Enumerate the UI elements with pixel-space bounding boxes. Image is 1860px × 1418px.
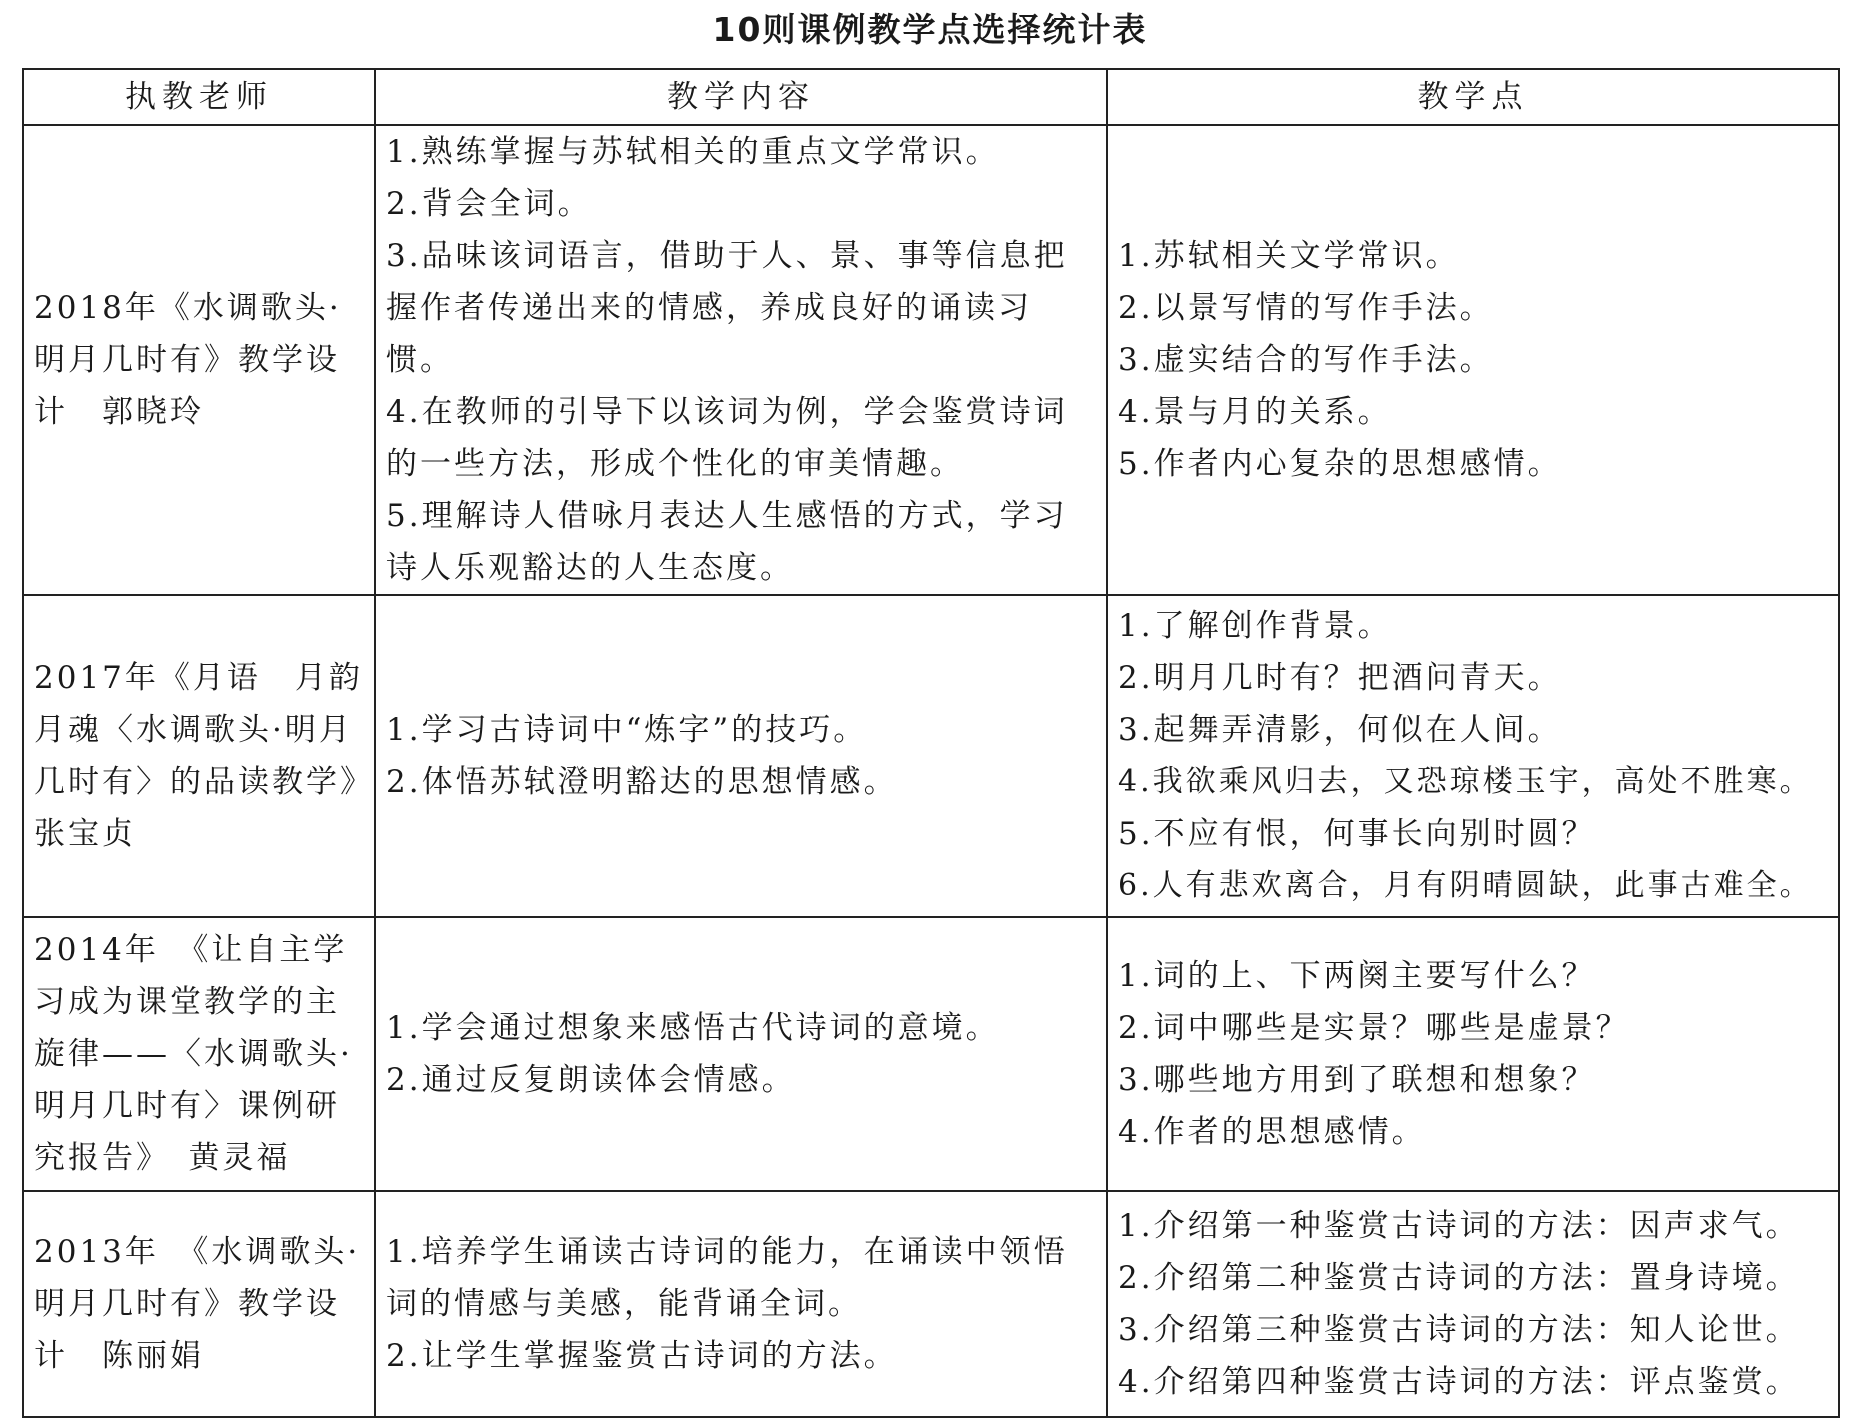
teacher-cell [23, 917, 375, 1191]
point-item: 3.虚实结合的写作手法。 [1118, 342, 1494, 378]
point-item: 4.作者的思想感情。 [1118, 1114, 1426, 1150]
header-row [23, 69, 1839, 125]
point-item: 2.以景写情的写作手法。 [1118, 290, 1494, 326]
point-item: 4.介绍第四种鉴赏古诗词的方法：评点鉴赏。 [1118, 1364, 1800, 1400]
content-cell [375, 1191, 1107, 1417]
teacher-text: 2017年《月语 月韵 月魂〈水调歌头·明月几时有〉的品读教学》 张宝贞 [34, 660, 397, 852]
content-item: 2.体悟苏轼澄明豁达的思想情感。 [386, 764, 898, 800]
table-row [23, 917, 1839, 1191]
header-points: 教学点 [1107, 69, 1839, 125]
statistics-table [22, 68, 1840, 1418]
content-cell [375, 595, 1107, 917]
content-cell [375, 125, 1107, 595]
point-item: 3.哪些地方用到了联想和想象？ [1118, 1062, 1596, 1098]
teacher-text: 2014年 《让自主学习成为课堂教学的主旋律——〈水调歌头·明月几时有〉课例研究报告》 黄灵福 [34, 932, 353, 1176]
point-item: 5.不应有恨，何事长向别时圆？ [1118, 816, 1596, 852]
content-cell [375, 917, 1107, 1191]
teacher-cell [23, 595, 397, 917]
content-item: 2.通过反复朗读体会情感。 [386, 1062, 796, 1098]
point-item: 3.起舞弄清影，何似在人间。 [1118, 712, 1562, 748]
point-item: 2.介绍第二种鉴赏古诗词的方法：置身诗境。 [1118, 1260, 1800, 1296]
teacher-cell [23, 125, 375, 595]
point-item: 1.词的上、下两阕主要写什么？ [1118, 958, 1596, 994]
content-item: 2.背会全词。 [386, 186, 592, 222]
point-item: 2.明月几时有？把酒问青天。 [1118, 660, 1562, 696]
content-item: 5.理解诗人借咏月表达人生感悟的方式，学习诗人乐观豁达的人生态度。 [386, 498, 1068, 586]
point-item: 3.介绍第三种鉴赏古诗词的方法：知人论世。 [1118, 1312, 1800, 1348]
points-cell [1107, 595, 1839, 917]
points-cell [1107, 917, 1839, 1191]
teacher-cell [23, 1191, 375, 1417]
table-row [23, 595, 1839, 917]
teacher-text: 2013年 《水调歌头·明月几时有》教学设计 陈丽娟 [34, 1234, 361, 1374]
point-item: 5.作者内心复杂的思想感情。 [1118, 446, 1562, 482]
content-item: 1.培养学生诵读古诗词的能力，在诵读中领悟词的情感与美感，能背诵全词。 [386, 1234, 1068, 1322]
table-row [23, 1191, 1839, 1417]
content-item: 2.让学生掌握鉴赏古诗词的方法。 [386, 1338, 898, 1374]
point-item: 1.苏轼相关文学常识。 [1118, 238, 1460, 274]
content-item: 4.在教师的引导下以该词为例，学会鉴赏诗词的一些方法，形成个性化的审美情趣。 [386, 394, 1068, 482]
content-item: 1.学会通过想象来感悟古代诗词的意境。 [386, 1010, 1000, 1046]
table-row [23, 125, 1839, 595]
table-title: 10则课例教学点选择统计表 [712, 10, 1148, 49]
point-item: 6.人有悲欢离合，月有阴晴圆缺，此事古难全。 [1118, 868, 1813, 903]
point-item: 2.词中哪些是实景？哪些是虚景？ [1118, 1010, 1630, 1046]
content-item: 3.品味该词语言，借助于人、景、事等信息把握作者传递出来的情感，养成良好的诵读习惯。 [386, 238, 1068, 378]
point-item: 4.我欲乘风归去，又恐琼楼玉宇，高处不胜寒。 [1118, 764, 1813, 799]
point-item: 4.景与月的关系。 [1118, 394, 1392, 430]
points-cell [1107, 1191, 1839, 1417]
header-content: 教学内容 [375, 69, 1107, 125]
content-item: 1.学习古诗词中“炼字”的技巧。 [386, 712, 868, 748]
points-cell [1107, 125, 1839, 595]
point-item: 1.介绍第一种鉴赏古诗词的方法：因声求气。 [1118, 1208, 1800, 1244]
content-item: 1.熟练掌握与苏轼相关的重点文学常识。 [386, 134, 1000, 170]
header-teacher: 执教老师 [23, 69, 375, 125]
teacher-text: 2018年《水调歌头·明月几时有》教学设计 郭晓玲 [34, 290, 342, 430]
point-item: 1.了解创作背景。 [1118, 608, 1392, 644]
